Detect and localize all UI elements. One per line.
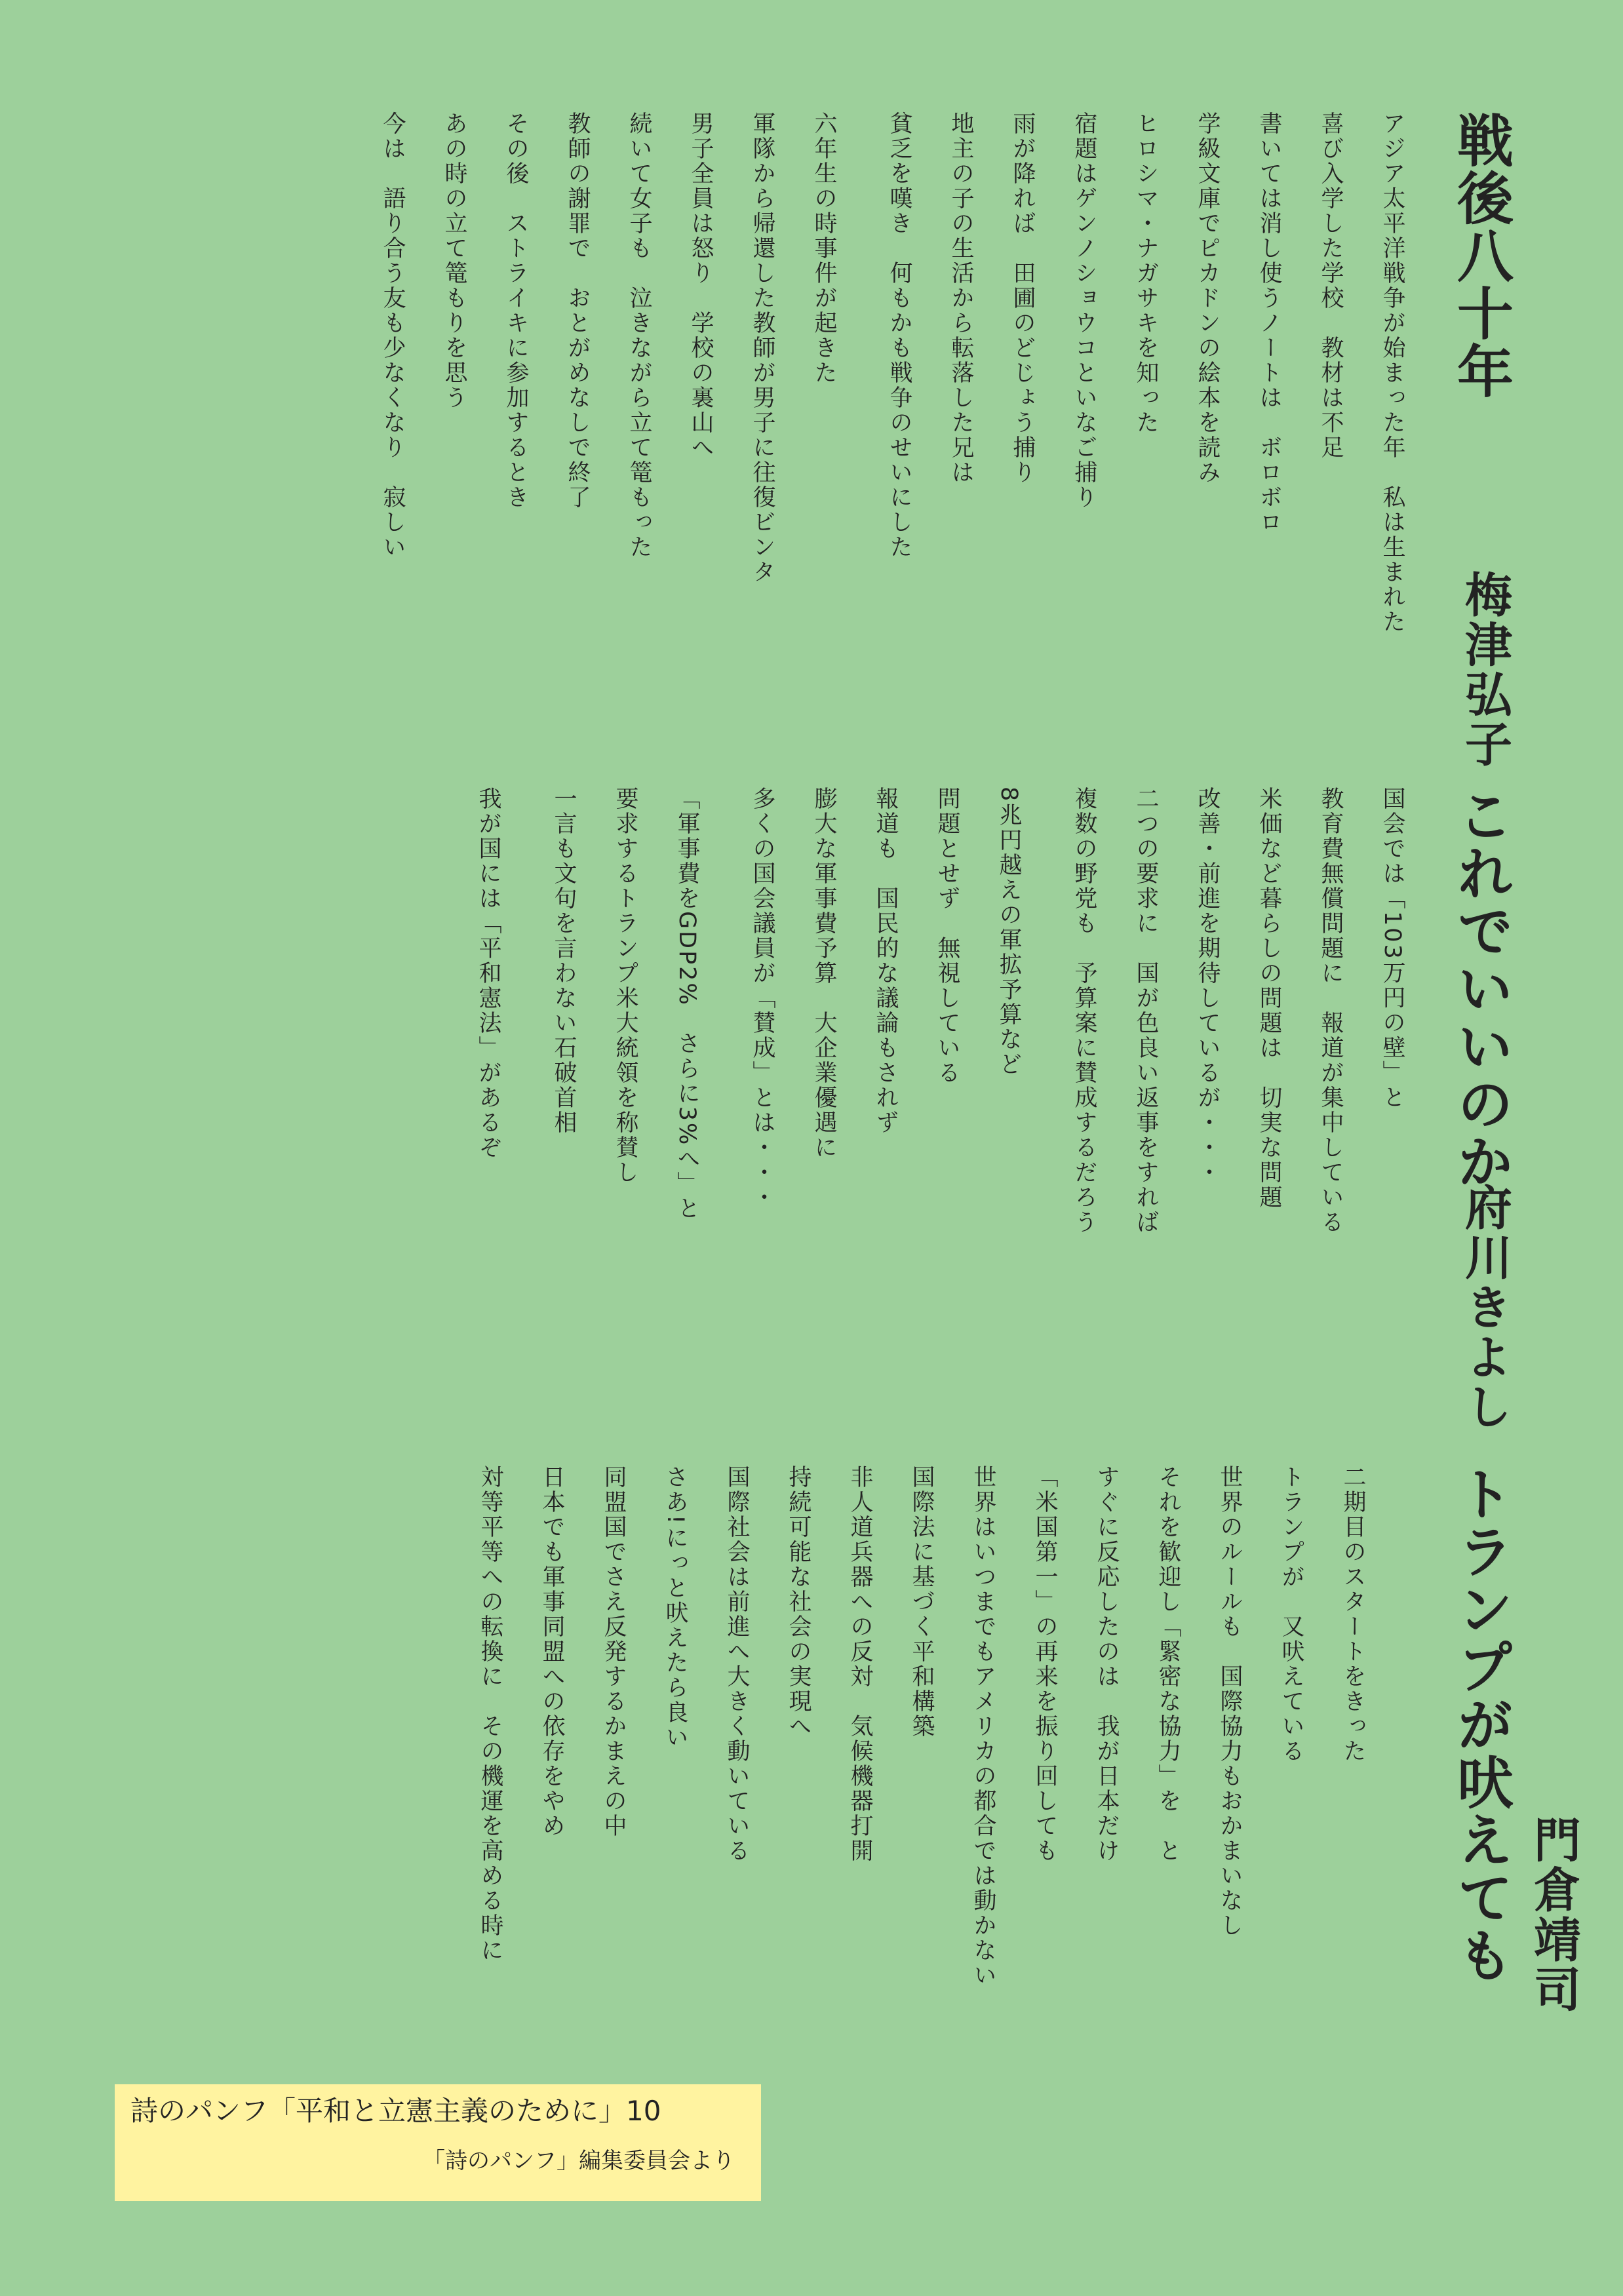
footer-subtitle: 「詩のパンフ」編集委員会より bbox=[423, 2148, 735, 2175]
poem-line: 「米国第一」の再来を振り回しても bbox=[1032, 1465, 1058, 1863]
poem-line: 雨が降れば 田圃のどじょう捕り bbox=[1009, 111, 1036, 485]
poem-author: 梅津弘子 bbox=[1457, 570, 1512, 769]
poem-line: 一言も文句を言わない石破首相 bbox=[551, 787, 577, 1135]
poem-line: 男子全員は怒り 学校の裏山へ bbox=[688, 111, 714, 460]
poem-title: 戦後八十年 bbox=[1447, 111, 1513, 400]
poem-line: 対等平等への転換に その機運を高める時に bbox=[477, 1465, 503, 1963]
poem-line: 改善・前進を期待しているが・・・ bbox=[1194, 787, 1221, 1185]
poem-line: 日本でも軍事同盟への依存をやめ bbox=[539, 1465, 565, 1839]
poem-line: 書いては消し使うノートは ボロボロ bbox=[1256, 111, 1282, 535]
poem-lines bbox=[440, 1465, 1364, 1988]
poem-line: 教師の謝罪で おとがめなしで終了 bbox=[564, 111, 591, 510]
poem-author: 門倉靖司 bbox=[1526, 1816, 1581, 2015]
poem-line: 六年生の時事件が起きた bbox=[811, 111, 837, 385]
poem-line: 国会では「103万円の壁」と bbox=[1379, 787, 1405, 1110]
poem-author: 府川きよし bbox=[1457, 1183, 1512, 1432]
poem-line: 世界はいつまでもアメリカの都合では動かない bbox=[970, 1465, 996, 1988]
poem-lines bbox=[438, 787, 1403, 1235]
poem-line: 世界のルールも 国際協力もおかまいなし bbox=[1217, 1465, 1243, 1938]
poem-line: 膨大な軍事費予算 大企業優遇に bbox=[811, 787, 837, 1160]
poem-line: アジア太平洋戦争が始まった年 私は生まれた bbox=[1379, 111, 1405, 634]
poem-line: 複数の野党も 予算案に賛成するだろう bbox=[1071, 787, 1097, 1235]
poem-line: ヒロシマ・ナガサキを知った bbox=[1133, 111, 1159, 435]
poem-line: 軍隊から帰還した教師が男子に往復ビンタ bbox=[749, 111, 775, 585]
poem-line: 8兆円越えの軍拡予算など bbox=[996, 787, 1022, 1078]
footer-title: 詩のパンフ「平和と立憲主義のために」10 bbox=[130, 2095, 661, 2127]
poem-line: 問題とせず 無視している bbox=[934, 787, 960, 1085]
poem-line: 続いて女子も 泣きながら立て篭もった bbox=[626, 111, 652, 560]
poem-line: 我が国には「平和憲法」があるぞ bbox=[475, 787, 501, 1160]
poem-line: 多くの国会議員が「賛成」とは・・・ bbox=[749, 787, 775, 1210]
poem-line: トランプが 又吠えている bbox=[1278, 1465, 1304, 1764]
poem-line: 持続可能な社会の実現へ bbox=[785, 1465, 812, 1739]
poem-line: 二期目のスタートをきった bbox=[1340, 1465, 1366, 1764]
footer-box bbox=[115, 2084, 761, 2201]
poem-line: 教育費無償問題に 報道が集中している bbox=[1318, 787, 1344, 1235]
poem-line: 国際社会は前進へ大きく動いている bbox=[724, 1465, 750, 1863]
poem-line: 報道も 国民的な議論もされず bbox=[872, 787, 899, 1135]
poem-line: 二つの要求に 国が色良い返事をすれば bbox=[1133, 787, 1159, 1235]
poem-line: さあ!にっと吠えたら良い bbox=[662, 1465, 688, 1751]
poem-line: 地主の子の生活から転落した兄は bbox=[948, 111, 974, 485]
poem-line: 米価など暮らしの問題は 切実な問題 bbox=[1256, 787, 1282, 1210]
poem-line: 同盟国でさえ反発するかまえの中 bbox=[600, 1465, 627, 1839]
poem-line: あの時の立て篭もりを思う bbox=[441, 111, 467, 410]
poem-line: 貧乏を嘆き 何もかも戦争のせいにした bbox=[886, 111, 912, 560]
poem-line: 国際法に基づく平和構築 bbox=[909, 1465, 935, 1739]
poem-line: 喜び入学した学校 教材は不足 bbox=[1318, 111, 1344, 460]
poem-line: それを歓迎し「緊密な協力」を と bbox=[1155, 1465, 1181, 1863]
poem-line: 学級文庫でピカドンの絵本を読み bbox=[1194, 111, 1221, 485]
poem-line: 「軍事費をGDP2% さらに3%へ」と bbox=[674, 787, 700, 1222]
poem-line: 要求するトランプ米大統領を称賛し bbox=[612, 787, 638, 1185]
poem-title: これでいいのか bbox=[1447, 787, 1513, 1190]
poem-title: トランプが吠えても bbox=[1447, 1465, 1513, 1984]
poem-line: 宿題はゲンノショウコといなご捕り bbox=[1071, 111, 1097, 510]
poem-line: その後 ストライキに参加するとき bbox=[503, 111, 529, 510]
poem-lines bbox=[342, 111, 1403, 634]
poem-line: 非人道兵器への反対 気候機器打開 bbox=[847, 1465, 873, 1863]
poem-line: すぐに反応したのは 我が日本だけ bbox=[1093, 1465, 1120, 1863]
poem-line: 今は 語り合う友も少なくなり 寂しい bbox=[380, 111, 406, 560]
